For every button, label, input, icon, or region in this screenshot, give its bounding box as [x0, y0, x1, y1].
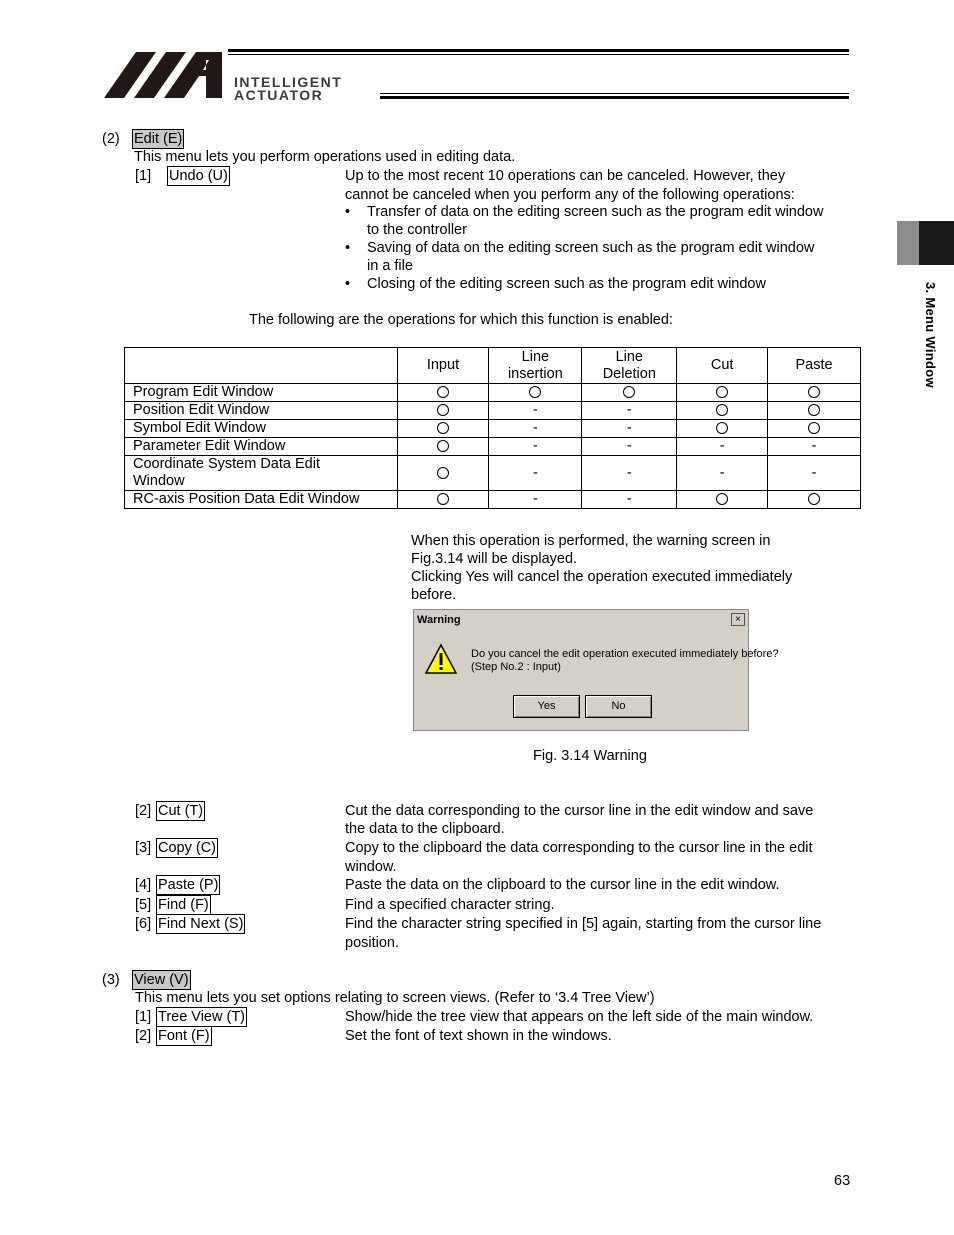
- undo-label: Undo (U): [169, 168, 228, 184]
- enabled-intro: The following are the operations for which this function is enabled:: [249, 312, 673, 328]
- copy-label: Copy (C): [158, 840, 217, 856]
- table-row: [125, 438, 861, 456]
- enabled-cell: [489, 384, 582, 402]
- edit-section-number: (2): [102, 131, 120, 147]
- circle-icon: [437, 493, 449, 505]
- logo-text-intelligent: INTELLIGENT: [234, 74, 343, 90]
- header-cell-paste: Paste: [768, 348, 861, 384]
- row-name-cell: RC-axis Position Data Edit Window: [125, 491, 398, 509]
- not-applicable-cell: -: [582, 402, 677, 420]
- warning-dialog: [413, 609, 779, 731]
- warning-note-line1: When this operation is performed, the warning screen in: [411, 533, 771, 549]
- not-applicable-cell: -: [489, 438, 582, 456]
- header-cell-line-deletion: [582, 348, 677, 384]
- not-applicable-cell: -: [768, 438, 861, 456]
- row-name-cell: Symbol Edit Window: [125, 420, 398, 438]
- view-menu-title: View (V): [134, 972, 189, 988]
- circle-icon: [716, 422, 728, 434]
- logo-rule-bottom-1: [380, 93, 849, 94]
- row-name-cell: Position Edit Window: [125, 402, 398, 420]
- find-desc-line1: Find a specified character string.: [345, 897, 555, 913]
- not-applicable-cell: -: [582, 456, 677, 491]
- bullet-1-line1: Transfer of data on the editing screen such as the program edit window: [367, 204, 824, 220]
- header-cell-line-insertion: [489, 348, 582, 384]
- circle-icon: [716, 493, 728, 505]
- logo-rule-bottom-2: [380, 96, 849, 99]
- not-applicable-cell: -: [489, 402, 582, 420]
- enabled-cell: [677, 402, 768, 420]
- side-tab-dark: [919, 221, 954, 265]
- dialog-title: Warning: [417, 614, 461, 626]
- enabled-cell: [397, 402, 489, 420]
- undo-number: [1]: [135, 168, 152, 184]
- enabled-cell: [397, 438, 489, 456]
- header-cell-input: Input: [397, 348, 489, 384]
- circle-icon: [716, 386, 728, 398]
- not-applicable-cell: -: [489, 456, 582, 491]
- dialog-close-button[interactable]: ×: [731, 613, 745, 626]
- enabled-cell: [768, 384, 861, 402]
- copy-desc-line2: window.: [345, 859, 397, 875]
- circle-icon: [623, 386, 635, 398]
- paste-desc-line1: Paste the data on the clipboard to the cursor line in the edit window.: [345, 877, 780, 893]
- iai-logo-mark: [104, 50, 224, 100]
- dialog-message: [471, 648, 779, 674]
- enabled-cell: [397, 456, 489, 491]
- header-cell-cut: Cut: [677, 348, 768, 384]
- table-row: [125, 402, 861, 420]
- circle-icon: [808, 386, 820, 398]
- warning-triangle-icon: [425, 643, 457, 675]
- dialog-message-line1: Do you cancel the edit operation executed immediately before?: [471, 648, 779, 660]
- bullet-3-line1: Closing of the editing screen such as the program edit window: [367, 276, 766, 292]
- bullet-2-line2: in a file: [367, 258, 413, 274]
- circle-icon: [437, 440, 449, 452]
- warning-note-line2: Fig.3.14 will be displayed.: [411, 551, 578, 567]
- cut-number: [2]: [135, 803, 152, 819]
- enabled-cell: [397, 491, 489, 509]
- bullet-1-mark: •: [345, 204, 351, 220]
- circle-icon: [808, 422, 820, 434]
- find-label: Find (F): [158, 897, 209, 913]
- header-cell-blank: [125, 348, 398, 384]
- tree-view-desc: Show/hide the tree view that appears on the left side of the main window.: [345, 1009, 814, 1025]
- circle-icon: [437, 386, 449, 398]
- circle-icon: [808, 404, 820, 416]
- circle-icon: [808, 493, 820, 505]
- circle-icon: [437, 404, 449, 416]
- enabled-cell: [397, 384, 489, 402]
- view-section-number: (3): [102, 972, 120, 988]
- circle-icon: [437, 467, 449, 479]
- not-applicable-cell: -: [768, 456, 861, 491]
- figure-caption: Fig. 3.14 Warning: [533, 748, 647, 764]
- header-line-deletion-text: Line Deletion: [602, 348, 656, 382]
- warning-note-line3: Clicking Yes will cancel the operation executed immediately: [411, 569, 793, 585]
- copy-desc-line1: Copy to the clipboard the data corresponding to the cursor line in the edit: [345, 840, 813, 856]
- font-desc: Set the font of text shown in the windows.: [345, 1028, 612, 1044]
- table-row: [125, 384, 861, 402]
- edit-intro: This menu lets you perform operations used in editing data.: [134, 149, 516, 165]
- bullet-2-mark: •: [345, 240, 351, 256]
- warning-note-line4: before.: [411, 587, 457, 603]
- paste-number: [4]: [135, 877, 152, 893]
- operations-table: [124, 347, 861, 509]
- dialog-message-line2: (Step No.2 : Input): [471, 661, 561, 673]
- table-row: [125, 456, 861, 491]
- row-name-cell: Coordinate System Data Edit Window: [125, 456, 398, 491]
- bullet-1-line2: to the controller: [367, 222, 467, 238]
- table-row: [125, 420, 861, 438]
- enabled-cell: [582, 384, 677, 402]
- enabled-cell: [768, 402, 861, 420]
- undo-desc-line1: Up to the most recent 10 operations can be canceled. However, they: [345, 168, 786, 184]
- copy-number: [3]: [135, 840, 152, 856]
- cut-desc-line1: Cut the data corresponding to the cursor line in the edit window and save: [345, 803, 814, 819]
- paste-label: Paste (P): [158, 877, 219, 893]
- enabled-cell: [768, 420, 861, 438]
- not-applicable-cell: -: [677, 456, 768, 491]
- not-applicable-cell: -: [677, 438, 768, 456]
- bullet-3-mark: •: [345, 276, 351, 292]
- find-next-desc-line2: position.: [345, 935, 400, 951]
- find-next-desc-line1: Find the character string specified in [5] again, starting from the cursor line: [345, 916, 822, 932]
- edit-menu-title: Edit (E): [134, 131, 183, 147]
- enabled-cell: [677, 491, 768, 509]
- enabled-cell: [677, 420, 768, 438]
- logo-rule-top-1: [228, 49, 849, 52]
- side-tab-light: [897, 221, 919, 265]
- circle-icon: [529, 386, 541, 398]
- not-applicable-cell: -: [582, 420, 677, 438]
- find-number: [5]: [135, 897, 152, 913]
- cut-label: Cut (T): [158, 803, 204, 819]
- header-line-insertion-text: Line insertion: [507, 348, 563, 382]
- table-header-row: [125, 348, 861, 384]
- not-applicable-cell: -: [582, 491, 677, 509]
- dialog-yes-button[interactable]: Yes: [513, 695, 580, 718]
- font-number: [2]: [135, 1028, 152, 1044]
- cut-desc-line2: the data to the clipboard.: [345, 821, 505, 837]
- row-name-cell: Program Edit Window: [125, 384, 398, 402]
- font-label: Font (F): [158, 1028, 210, 1044]
- undo-desc-line2: cannot be canceled when you perform any of the following operations:: [345, 187, 795, 203]
- table-row: [125, 491, 861, 509]
- not-applicable-cell: -: [489, 420, 582, 438]
- tree-view-label: Tree View (T): [158, 1009, 246, 1025]
- circle-icon: [437, 422, 449, 434]
- chapter-label: 3. Menu Window: [923, 282, 938, 388]
- view-intro: This menu lets you set options relating to screen views. (Refer to ‘3.4 Tree View’): [135, 990, 655, 1006]
- not-applicable-cell: -: [489, 491, 582, 509]
- page-number: 63: [834, 1173, 851, 1189]
- bullet-2-line1: Saving of data on the editing screen such as the program edit window: [367, 240, 815, 256]
- enabled-cell: [397, 420, 489, 438]
- find-next-number: [6]: [135, 916, 152, 932]
- circle-icon: [716, 404, 728, 416]
- tree-view-number: [1]: [135, 1009, 152, 1025]
- find-next-label: Find Next (S): [158, 916, 244, 932]
- not-applicable-cell: -: [582, 438, 677, 456]
- enabled-cell: [677, 384, 768, 402]
- enabled-cell: [768, 491, 861, 509]
- dialog-no-button[interactable]: No: [585, 695, 652, 718]
- logo-text-actuator: ACTUATOR: [234, 87, 324, 103]
- row-name-cell: Parameter Edit Window: [125, 438, 398, 456]
- logo-rule-top-2: [228, 54, 849, 55]
